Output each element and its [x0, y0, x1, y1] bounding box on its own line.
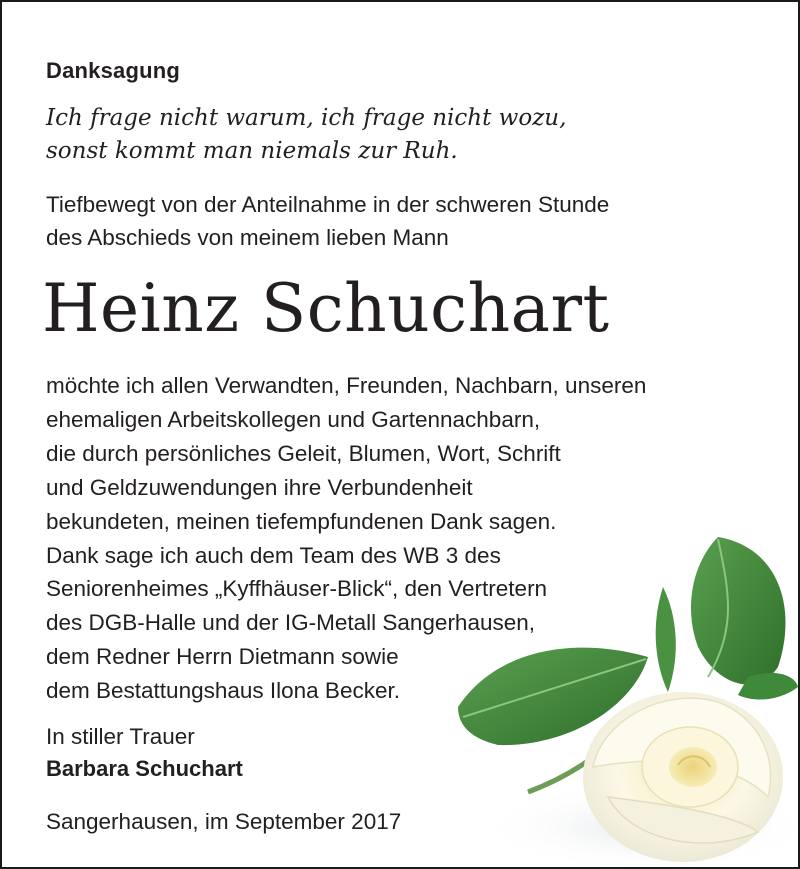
intro-paragraph: [46, 188, 609, 254]
body-line: des DGB-Halle und der IG-Metall Sangerhausen,: [46, 610, 536, 636]
body-line: Seniorenheimes „Kyffhäuser-Blick“, den Vertretern: [46, 576, 548, 602]
place-date: Sangerhausen, im September 2017: [46, 809, 402, 834]
intro-line: des Abschieds von meinem lieben Mann: [46, 225, 449, 250]
heading-danksagung: Danksagung: [46, 58, 181, 83]
body-line: ehemaligen Arbeitskollegen und Gartennachbarn,: [46, 406, 541, 432]
motto-line: sonst kommt man niemals zur Ruh.: [46, 138, 458, 164]
leaf-thin: [656, 587, 676, 692]
body-line: die durch persönliches Geleit, Blumen, Wort, Schrift: [46, 440, 561, 466]
deceased-name: Heinz Schuchart: [42, 270, 610, 347]
signer-name: Barbara Schuchart: [46, 756, 243, 781]
body-line: Dank sage ich auch dem Team des WB 3 des: [46, 542, 501, 568]
body-line: dem Redner Herrn Dietmann sowie: [46, 644, 399, 670]
intro-line: Tiefbewegt von der Anteilnahme in der schweren Stunde: [46, 192, 610, 217]
body-line: und Geldzuwendungen ihre Verbundenheit: [46, 474, 473, 500]
motto-verse: [46, 102, 566, 168]
leaf-upper-right: [691, 537, 786, 684]
body-line: möchte ich allen Verwandten, Freunden, Nachbarn, unseren: [46, 373, 647, 398]
body-line: bekundeten, meinen tiefempfundenen Dank sagen.: [46, 508, 557, 534]
thanks-paragraph: [46, 369, 646, 708]
mourning-line: In stiller Trauer: [46, 724, 195, 749]
body-line: dem Bestattungshaus Ilona Becker.: [46, 678, 400, 704]
motto-line: Ich frage nicht warum, ich frage nicht wozu,: [46, 105, 567, 131]
